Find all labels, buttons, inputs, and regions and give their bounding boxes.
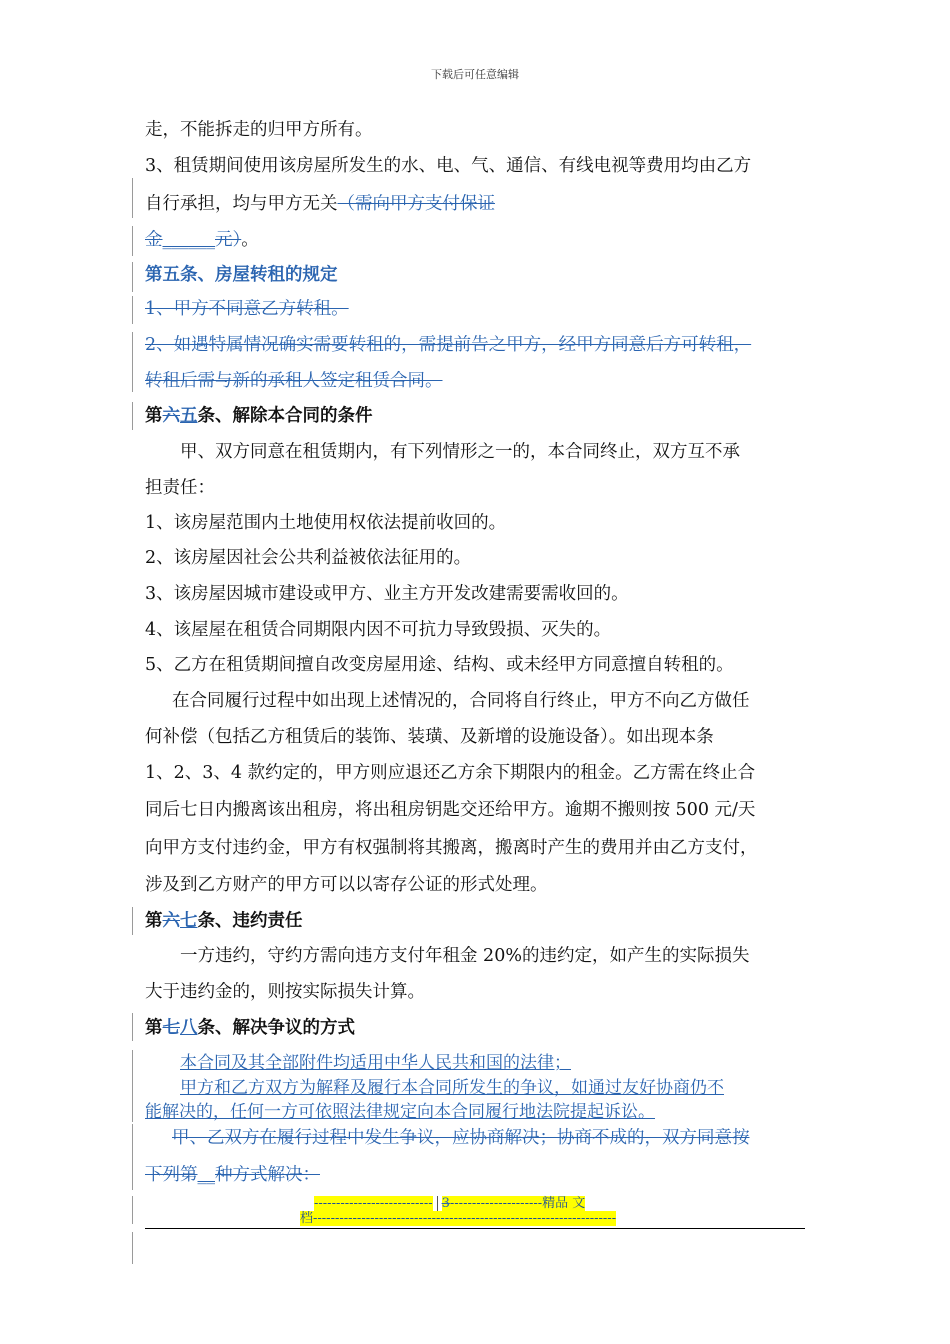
body-text-line: 大于违约金的，则按实际损失计算。 (145, 982, 425, 1002)
deleted-text: 金 (145, 230, 163, 250)
deleted-text: 种方式解决： (215, 1165, 320, 1185)
revision-bar (132, 1050, 133, 1122)
article-6-title (145, 404, 373, 428)
inserted-text-line: 甲方和乙方双方为解释及履行本合同所发生的争议，如通过友好协商仍不 (180, 1078, 724, 1098)
inserted-text: 五 (180, 406, 198, 426)
article-5-item-2: 2、如遇特属情况确实需要转租的，需提前告之甲方，经甲方同意后方可转租， (145, 335, 752, 355)
inserted-text-line: 本合同及其全部附件均适用中华人民共和国的法律； (180, 1053, 571, 1073)
footer-dashes: --------------------------- (314, 1196, 433, 1211)
revision-bar (132, 178, 133, 218)
text-span: 第 (145, 911, 163, 931)
article-7-title (145, 909, 303, 933)
list-item: 1、该房屋范围内土地使用权依法提前收回的。 (145, 513, 507, 533)
article-5-item-2-cont: 转租后需与新的承租人签定租赁合同。 (145, 371, 443, 391)
body-text-line: 同后七日内搬离该出租房，将出租房钥匙交还给甲方。逾期不搬则按 500 元/天 (145, 800, 756, 820)
page-number: 3 (441, 1196, 450, 1211)
deleted-blank: ______ (162, 230, 215, 250)
revision-bar (132, 226, 133, 256)
body-text-line: 向甲方支付违约金，甲方有权强制将其搬离，搬离时产生的费用并由乙方支付， (145, 838, 758, 858)
page-header: 下载后可任意编辑 (431, 68, 519, 81)
deleted-text: 下列第 (145, 1165, 198, 1185)
deleted-text: 七 (162, 1018, 180, 1038)
text-span: 条、解决争议的方式 (197, 1018, 355, 1038)
deleted-blank: __ (197, 1165, 215, 1185)
article-5-item-1: 1、甲方不同意乙方转租。 (145, 299, 349, 319)
revision-bar (132, 262, 133, 292)
article-5-title: 第五条、房屋转租的规定 (145, 265, 338, 285)
footer-label: 精品 文 (542, 1196, 586, 1211)
text-span: 第 (145, 1018, 163, 1038)
footer-dashes: --------------------- (449, 1196, 543, 1211)
body-text-line: 1、2、3、4 款约定的，甲方则应退还乙方余下期限内的租金。乙方需在终止合 (145, 763, 756, 783)
revision-bar (132, 402, 133, 430)
revision-bar (132, 907, 133, 935)
body-text-line: 甲、双方同意在租赁期内，有下列情形之一的，本合同终止，双方互不承 (180, 442, 740, 462)
footer-rule (145, 1228, 805, 1229)
deleted-text: 元） (215, 230, 242, 250)
footer-separator (437, 1196, 438, 1211)
list-item: 5、乙方在租赁期间擅自改变房屋用途、结构、或未经甲方同意擅自转租的。 (145, 655, 734, 675)
list-item: 3、该房屋因城市建设或甲方、业主方开发改建需要需收回的。 (145, 584, 629, 604)
page-footer (300, 1196, 650, 1226)
body-text-line: 在合同履行过程中如出现上述情况的，合同将自行终止，甲方不向乙方做任 (172, 691, 750, 711)
deleted-text: 六 (162, 406, 180, 426)
body-text-line: 涉及到乙方财产的甲方可以以寄存公证的形式处理。 (145, 875, 548, 895)
deleted-text: （需向甲方支付保证 (337, 194, 495, 214)
revision-bar (132, 296, 133, 324)
footer-label-cont: 档--------------------------------------------------------------------- (300, 1211, 617, 1226)
body-text-line: 一方违约，守约方需向违方支付年租金 20%的违约定，如产生的实际损失 (180, 946, 750, 966)
article-8-title (145, 1016, 355, 1040)
text-span: 。 (241, 230, 259, 250)
inserted-text-line: 能解决的，任何一方可依照法律规定向本合同履行地法院提起诉讼。 (145, 1102, 655, 1122)
revision-bar (132, 1124, 133, 1190)
deleted-text: 六 (162, 911, 180, 931)
body-text-line: 3、租赁期间使用该房屋所发生的水、电、气、通信、有线电视等费用均由乙方 (145, 156, 752, 176)
body-text-line (145, 228, 259, 252)
text-span: 条、解除本合同的条件 (197, 406, 373, 426)
revision-bar (132, 1232, 133, 1264)
list-item: 4、该屋屋在租赁合同期限内因不可抗力导致毁损、灭失的。 (145, 620, 612, 640)
inserted-text: 八 (180, 1018, 198, 1038)
deleted-text-line (145, 1163, 320, 1187)
list-item: 2、该房屋因社会公共利益被依法征用的。 (145, 548, 472, 568)
body-text-line: 走，不能拆走的归甲方所有。 (145, 120, 373, 140)
body-text-line: 何补偿（包括乙方租赁后的装饰、装璜、及新增的设施设备）。如出现本条 (145, 727, 714, 747)
revision-bar (132, 1196, 133, 1224)
revision-bar (132, 332, 133, 392)
deleted-text-line: 甲、乙双方在履行过程中发生争议，应协商解决；协商不成的，双方同意按 (172, 1128, 750, 1148)
text-span: 条、违约责任 (197, 911, 303, 931)
inserted-text: 七 (180, 911, 198, 931)
text-span: 自行承担，均与甲方无关 (145, 194, 338, 214)
text-span: 第 (145, 406, 163, 426)
body-text-line (145, 192, 495, 216)
revision-bar (132, 1013, 133, 1041)
body-text-line: 担责任： (145, 478, 215, 498)
